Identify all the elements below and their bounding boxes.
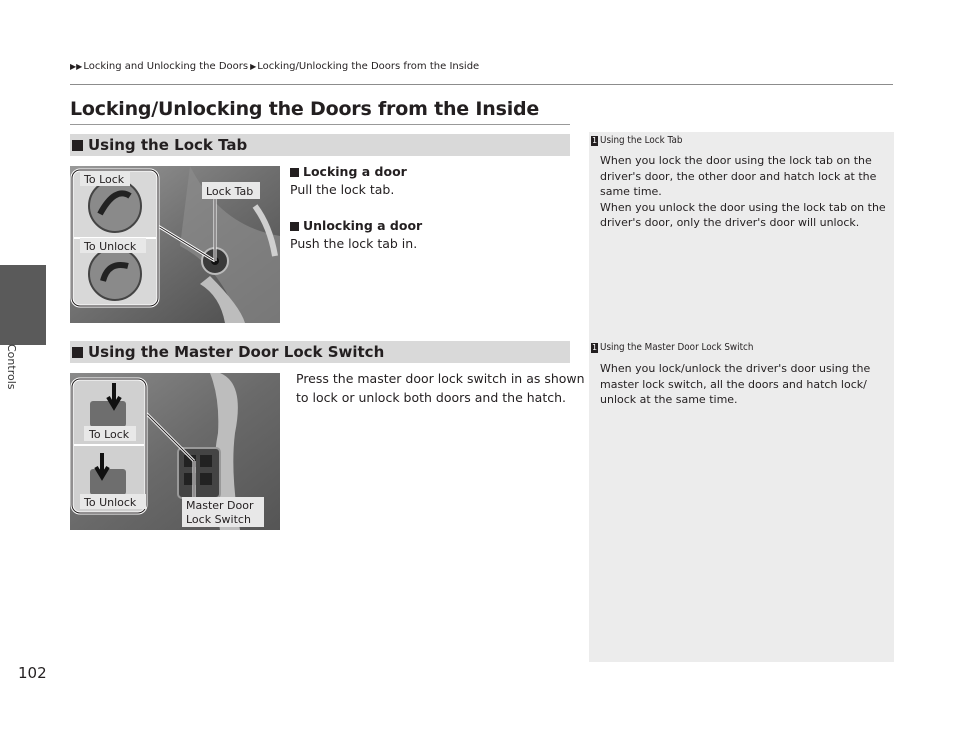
section-square-icon [72, 347, 83, 358]
section-title: Using the Lock Tab [88, 136, 248, 154]
lock-tab-figure [70, 166, 280, 323]
note-heading-master-switch [591, 342, 774, 353]
figure-label-lock-tab: Lock Tab [206, 185, 254, 198]
note-line: When you lock/unlock the driver's door using the [600, 362, 871, 375]
note-heading-text: Using the Master Door Lock Switch [600, 342, 754, 353]
page-number: 102 [18, 664, 47, 682]
breadcrumb-arrow-icon: ▶ [250, 62, 257, 71]
page-title: Locking/Unlocking the Doors from the Inside [70, 98, 540, 120]
lock-tab-illustration [70, 166, 280, 323]
chapter-side-label: Controls [5, 344, 18, 390]
figure-label-to-unlock: To Unlock [84, 240, 137, 253]
header-rule [70, 84, 893, 85]
note-index-badge: 1 [592, 342, 598, 352]
breadcrumb-item-doors[interactable]: Locking and Unlocking the Doors [83, 61, 249, 72]
breadcrumb-arrow-icon: ▶▶ [70, 62, 83, 71]
figure-label-to-lock: To Lock [89, 428, 130, 441]
unlocking-heading-text: Unlocking a door [303, 218, 423, 233]
note-index-badge: 1 [592, 135, 598, 145]
figure-label-switch-line2: Lock Switch [186, 513, 251, 526]
note-line: When you unlock the door using the lock tab on the [600, 200, 886, 214]
locking-text: Pull the lock tab. [290, 182, 395, 197]
note-heading-lock-tab [591, 135, 694, 146]
figure-label-to-lock: To Lock [84, 173, 125, 186]
locking-heading-text: Locking a door [303, 164, 407, 179]
note-line: same time. [600, 185, 662, 198]
note-line: driver's door, only the driver's door will unlock. [600, 216, 860, 229]
breadcrumb [70, 61, 479, 72]
note-line: driver's door, the other door and hatch lock at the [600, 169, 877, 183]
note-line: master lock switch, all the doors and hatch lock/ [600, 377, 867, 391]
section-title: Using the Master Door Lock Switch [88, 343, 385, 361]
note-heading-text: Using the Lock Tab [600, 135, 683, 146]
note-body-lock-tab [600, 153, 890, 231]
locking-heading [290, 163, 407, 181]
master-switch-figure [70, 373, 280, 530]
master-switch-text-line1: Press the master door lock switch in as shown [296, 371, 585, 386]
unlocking-text: Push the lock tab in. [290, 236, 418, 251]
unlocking-heading [290, 217, 422, 235]
master-switch-illustration [70, 373, 280, 530]
section-square-icon [72, 140, 83, 151]
breadcrumb-item-inside[interactable]: Locking/Unlocking the Doors from the Inside [257, 61, 480, 72]
note-body-master-switch [600, 361, 890, 408]
figure-label-switch-line1: Master Door [186, 499, 254, 512]
figure-label-to-unlock: To Unlock [84, 496, 137, 509]
title-rule [70, 124, 570, 125]
note-line: When you lock the door using the lock tab on the [600, 154, 872, 167]
subheading-square-icon [290, 168, 299, 177]
note-line: unlock at the same time. [600, 393, 738, 406]
chapter-side-label-wrap [5, 296, 48, 390]
section-heading-lock-tab [70, 134, 570, 156]
master-switch-text-line2: to lock or unlock both doors and the hatch. [296, 390, 567, 405]
section-heading-master-switch [70, 341, 570, 363]
subheading-square-icon [290, 222, 299, 231]
